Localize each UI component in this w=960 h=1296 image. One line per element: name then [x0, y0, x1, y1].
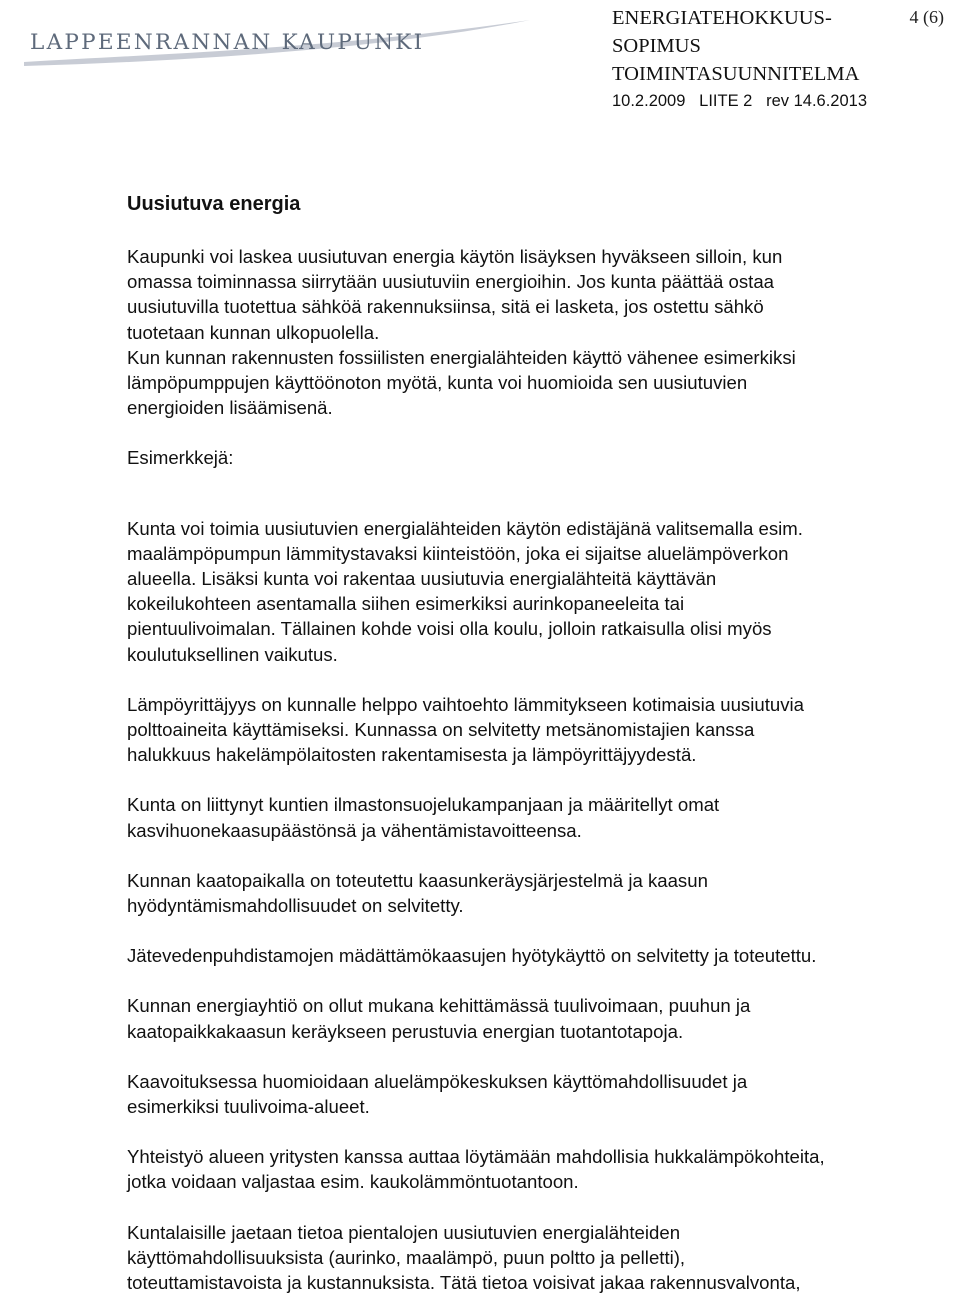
- doc-title-line-1: ENERGIATEHOKKUUS-: [612, 7, 832, 29]
- document-title: [612, 4, 882, 88]
- city-logo: [10, 14, 570, 74]
- paragraph-8: Kunnan energiayhtiö on ollut mukana kehittämässä tuulivoimaan, puuhun ja kaatopaikkakaasun keräykseen perustuvia energian tuotantotapoja.: [127, 995, 751, 1042]
- paragraph-4: Lämpöyrittäjyys on kunnalle helppo vaihtoehto lämmitykseen kotimaisia uusiutuvia polttoaineita käyttämiseksi. Kunnassa on selvitetty metsänomistajien kanssa halukkuus hakelämpölaitosten rakentamisesta ja lämpöyrittäjyydestä.: [127, 693, 804, 766]
- document-meta: 10.2.2009 LIITE 2 rev 14.6.2013: [612, 92, 868, 110]
- paragraph-6: Kunnan kaatopaikalla on toteutettu kaasunkeräysjärjestelmä ja kaasun hyödyntämismahdollisuudet on selvitetty.: [127, 869, 708, 917]
- section-title: Uusiutuva energia: [127, 193, 301, 215]
- paragraph-7: Jätevedenpuhdistamojen mädättämökaasujen hyötykäyttö on selvitetty ja toteutettu.: [127, 945, 817, 967]
- paragraph-10: Yhteistyö alueen yritysten kanssa auttaa löytämään mahdollisia hukkalämpökohteita, jotka voidaan valjastaa esim. kaukolämmöntuotantoon.: [127, 1146, 825, 1193]
- paragraph-11: Kuntalaisille jaetaan tietoa pientalojen uusiutuvien energialähteiden käyttömahdollisuuksista (aurinko, maalämpö, puun poltto ja pelletti), toteuttamistavoista ja kustannuksista. Tätä tietoa voisivat jakaa rakennusvalvonta,: [127, 1221, 801, 1294]
- paragraph-2: Kun kunnan rakennusten fossiilisten energialähteiden käyttö vähenee esimerkiksi lämpöpumppujen käyttöönoton myötä, kunta voi huomioida sen uusiutuvien energioiden lisäämisenä.: [127, 346, 796, 419]
- doc-title-line-2: SOPIMUS: [612, 35, 701, 57]
- doc-title-line-3: TOIMINTASUUNNITELMA: [612, 63, 860, 85]
- document-body: [127, 190, 953, 1295]
- examples-label: Esimerkkejä:: [127, 447, 234, 469]
- page-number: 4 (6): [909, 7, 944, 27]
- paragraph-1: Kaupunki voi laskea uusiutuvan energia käytön lisäyksen hyväkseen silloin, kun omassa toiminnassa siirrytään uusiutuviin energioihin. Jos kunta päättää ostaa uusiutuvilla tuotettua sähköä rakennuksiinsa, sitä ei lasketa, jos ostettu sähkö tuotetaan kunnan ulkopuolella.: [127, 246, 783, 343]
- paragraph-3: Kunta voi toimia uusiutuvien energialähteiden käytön edistäjänä valitsemalla esim. maalämpöpumpun lämmitystavaksi kiinteistöön, joka ei sijaitse aluelämpöverkon alueella. Lisäksi kunta voi rakentaa uusiutuvia energialähteitä käyttävän kokeilukohteen asentamalla siihen esimerkiksi aurinkopaneeleita tai pientuulivoimalan. Tällainen kohde voisi olla koulu, jolloin ratkaisulla olisi myös koulutuksellinen vaikutus.: [127, 517, 803, 665]
- paragraph-9: Kaavoituksessa huomioidaan aluelämpökeskuksen käyttömahdollisuudet ja esimerkiksi tuulivoima-alueet.: [127, 1070, 748, 1118]
- logo-wordmark: LAPPEENRANNAN KAUPUNKI: [30, 30, 425, 55]
- paragraph-5: Kunta on liittynyt kuntien ilmastonsuojelukampanjaan ja määritellyt omat kasvihuonekaasupäästönsä ja vähentämistavoitteensa.: [127, 794, 720, 841]
